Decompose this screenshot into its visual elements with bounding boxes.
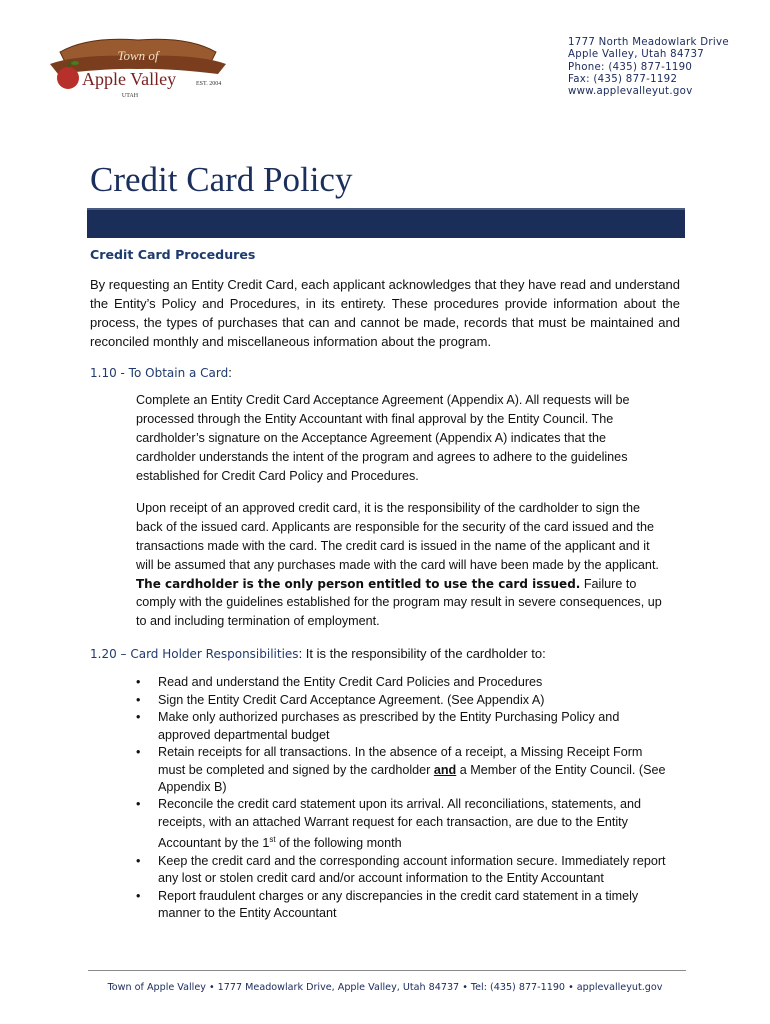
list-item-text-a: Reconcile the credit card statement upon its arrival. All reconciliations, statements, and receipts, with an attached Warrant request for each transaction, are due to the Entity Accountant by the 1	[158, 797, 641, 851]
list-item-text-c: a Member of the Entity Council. (See Appendix B)	[158, 762, 666, 794]
list-item-emphasis: and	[433, 762, 457, 777]
list-item-text-c: of the following month	[275, 836, 402, 851]
logo-est: EST. 2004	[196, 81, 222, 87]
bullet-icon: •	[136, 853, 141, 868]
list-item	[136, 674, 666, 691]
footer-divider	[88, 970, 686, 971]
responsibilities-intro: : It is the responsibility of the cardholder to:	[298, 646, 546, 662]
list-item-superscript: st	[269, 835, 276, 845]
obtain-paragraph-1: Complete an Entity Credit Card Acceptance Agreement (Appendix A). All requests will be processed through the Entity Accountant with final approval by the Entity Council. The cardholder’s signature on the Acceptance Agreement (Appendix A) indicates that the cardholder understands the intent of the program and agrees to adhere to the guidelines established for Credit Card Policy and Procedures.	[136, 393, 630, 484]
obtain-p2-emphasis: The cardholder is the only person entitled to use the card issued.	[136, 576, 581, 591]
list-item	[136, 744, 666, 796]
list-item-text: Make only authorized purchases as prescribed by the Entity Purchasing Policy and approved departmental budget	[158, 710, 620, 742]
responsibilities-heading	[90, 644, 680, 664]
bullet-icon: •	[136, 710, 141, 725]
bullet-icon: •	[136, 797, 141, 812]
list-item	[136, 853, 666, 888]
obtain-card-section	[136, 391, 666, 631]
title-divider-bar	[87, 208, 685, 238]
list-item-text-a: Retain receipts for all transactions. In the absence of a receipt, a Missing Receipt Form must be completed and signed by the cardholder	[158, 745, 643, 777]
bullet-icon: •	[136, 745, 141, 760]
list-item	[136, 709, 666, 744]
list-item-text: Report fraudulent charges or any discrepancies in the credit card statement in a timely manner to the Entity Accountant	[158, 888, 639, 920]
document-body	[90, 245, 680, 922]
contact-fax: Fax: (435) 877-1192	[568, 73, 678, 85]
obtain-card-heading-colon: :	[228, 365, 232, 381]
apple-icon	[57, 67, 79, 89]
obtain-card-heading-text: 1.10 - To Obtain a Card	[90, 366, 229, 381]
town-logo	[48, 38, 228, 100]
bullet-icon: •	[136, 888, 141, 903]
contact-city: Apple Valley, Utah 84737	[568, 49, 705, 61]
obtain-p2-end: Failure to comply with the guidelines established for the program may result in severe consequences, up to and including termination of employment.	[136, 576, 662, 629]
bullet-icon: •	[136, 675, 141, 690]
contact-address: 1777 North Meadowlark Drive	[568, 37, 729, 48]
page-footer: Town of Apple Valley • 1777 Meadowlark Drive, Apple Valley, Utah 84737 • Tel: (435) 877-1190 • applevalleyut.gov	[107, 982, 663, 993]
contact-website[interactable]: www.applevalleyut.gov	[568, 86, 693, 98]
list-item	[136, 888, 666, 923]
bullet-icon: •	[136, 692, 141, 707]
list-item-text: Keep the credit card and the corresponding account information secure. Immediately report any lost or stolen credit card and/or account information to the Entity Accountant	[158, 853, 666, 886]
logo-state: UTAH	[121, 93, 139, 99]
contact-block	[568, 37, 768, 98]
list-item	[136, 796, 666, 852]
logo-banner-text: Town of	[117, 48, 159, 63]
obtain-p2-start: Upon receipt of an approved credit card, it is the responsibility of the cardholder to sign the back of the issued card. Applicants are responsible for the security of the card issued and the transactions made with the card. The credit card is issued in the name of the applicant and it will be assumed that any purchases made with the card will have been made by the applicant.	[136, 500, 659, 572]
list-item-text: Read and understand the Entity Credit Card Policies and Procedures	[158, 675, 543, 690]
logo-name: Apple Valley	[82, 69, 177, 89]
section-heading: Credit Card Procedures	[90, 247, 256, 262]
responsibilities-heading-text: 1.20 – Card Holder Responsibilities	[90, 647, 299, 662]
responsibilities-list	[136, 674, 666, 922]
intro-paragraph: By requesting an Entity Credit Card, each applicant acknowledges that they have read and understand the Entity’s Policy and Procedures, in its entirety. These procedures provide information about the process, the types of purchases that can and cannot be made, records that must be maintained and reconciled monthly and miscellaneous information about the program.	[90, 277, 680, 350]
obtain-card-heading	[90, 363, 680, 383]
obtain-paragraph-2	[136, 499, 666, 631]
page-title: Credit Card Policy	[90, 160, 353, 199]
list-item	[136, 692, 666, 709]
contact-phone: Phone: (435) 877-1190	[568, 61, 693, 73]
list-item-text: Sign the Entity Credit Card Acceptance Agreement. (See Appendix A)	[158, 692, 545, 707]
